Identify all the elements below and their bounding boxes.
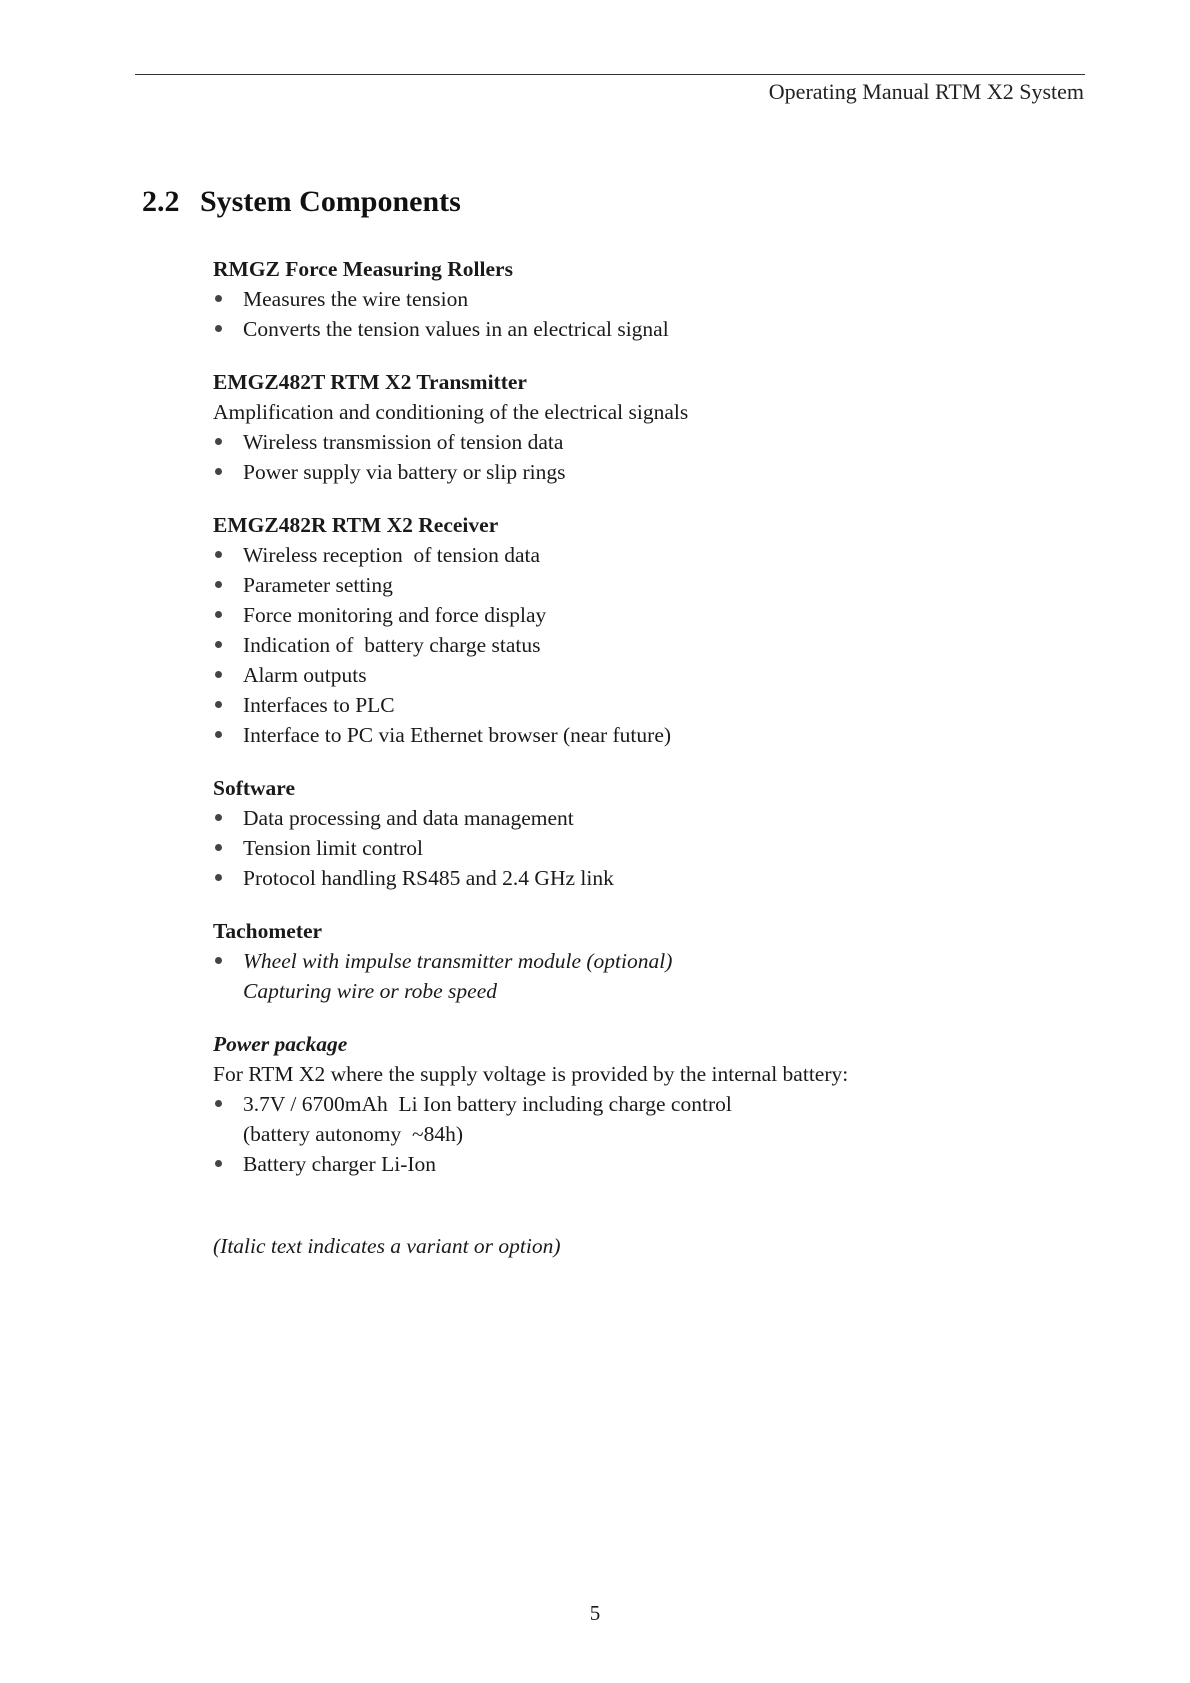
list-item: Power supply via battery or slip rings — [213, 457, 1093, 487]
tachometer-block — [213, 916, 1093, 1006]
bullet-icon — [215, 581, 222, 588]
bullet-icon — [215, 325, 222, 332]
transmitter-title: EMGZ482T RTM X2 Transmitter — [213, 370, 527, 394]
transmitter-intro: Amplification and conditioning of the electrical signals — [213, 400, 689, 424]
power-list — [213, 1089, 1093, 1179]
bullet-icon — [215, 1160, 222, 1167]
bullet-icon — [215, 438, 222, 445]
bullet-icon — [215, 611, 222, 618]
section-heading — [142, 185, 461, 219]
header-rule — [135, 74, 1085, 75]
rollers-block — [213, 254, 1093, 344]
bullet-icon — [215, 551, 222, 558]
receiver-title: EMGZ482R RTM X2 Receiver — [213, 513, 499, 537]
bullet-icon — [215, 641, 222, 648]
bullet-icon — [215, 874, 222, 881]
tachometer-title: Tachometer — [213, 919, 323, 943]
bullet-icon — [215, 957, 222, 964]
tachometer-list — [213, 946, 1093, 1006]
italic-note: (Italic text indicates a variant or option) — [213, 1234, 561, 1258]
rollers-title: RMGZ Force Measuring Rollers — [213, 257, 513, 281]
receiver-block — [213, 510, 1093, 750]
page-number: 5 — [589, 1601, 601, 1625]
list-item: Protocol handling RS485 and 2.4 GHz link — [213, 863, 1093, 893]
software-title: Software — [213, 776, 296, 800]
bullet-icon — [215, 844, 222, 851]
list-item: Data processing and data management — [213, 803, 1093, 833]
section-title: System Components — [200, 185, 461, 218]
list-item: Parameter setting — [213, 570, 1093, 600]
components-content — [213, 254, 1093, 1261]
list-item: 3.7V / 6700mAh Li Ion battery including charge control (battery autonomy ~84h) — [213, 1089, 1093, 1149]
running-header: Operating Manual RTM X2 System — [768, 79, 1084, 104]
software-block — [213, 773, 1093, 893]
list-item: Measures the wire tension — [213, 284, 1093, 314]
bullet-icon — [215, 731, 222, 738]
list-item: Force monitoring and force display — [213, 600, 1093, 630]
transmitter-block — [213, 367, 1093, 487]
rollers-list — [213, 284, 1093, 344]
power-title: Power package — [213, 1032, 348, 1056]
bullet-icon — [215, 671, 222, 678]
list-item: Wireless transmission of tension data — [213, 427, 1093, 457]
bullet-icon — [215, 701, 222, 708]
power-block — [213, 1029, 1093, 1179]
bullet-icon — [215, 814, 222, 821]
list-item: Interfaces to PLC — [213, 690, 1093, 720]
list-item: Interface to PC via Ethernet browser (near future) — [213, 720, 1093, 750]
bullet-icon — [215, 468, 222, 475]
software-list — [213, 803, 1093, 893]
power-intro: For RTM X2 where the supply voltage is provided by the internal battery: — [213, 1062, 849, 1086]
bullet-icon — [215, 1100, 222, 1107]
list-item: Tension limit control — [213, 833, 1093, 863]
receiver-list — [213, 540, 1093, 750]
list-item: Indication of battery charge status — [213, 630, 1093, 660]
list-item: Battery charger Li-Ion — [213, 1149, 1093, 1179]
list-item: Wheel with impulse transmitter module (optional) Capturing wire or robe speed — [213, 946, 1093, 1006]
list-item: Wireless reception of tension data — [213, 540, 1093, 570]
bullet-icon — [215, 295, 222, 302]
transmitter-list — [213, 427, 1093, 487]
list-item: Alarm outputs — [213, 660, 1093, 690]
list-item: Converts the tension values in an electrical signal — [213, 314, 1093, 344]
section-number: 2.2 — [142, 185, 180, 218]
